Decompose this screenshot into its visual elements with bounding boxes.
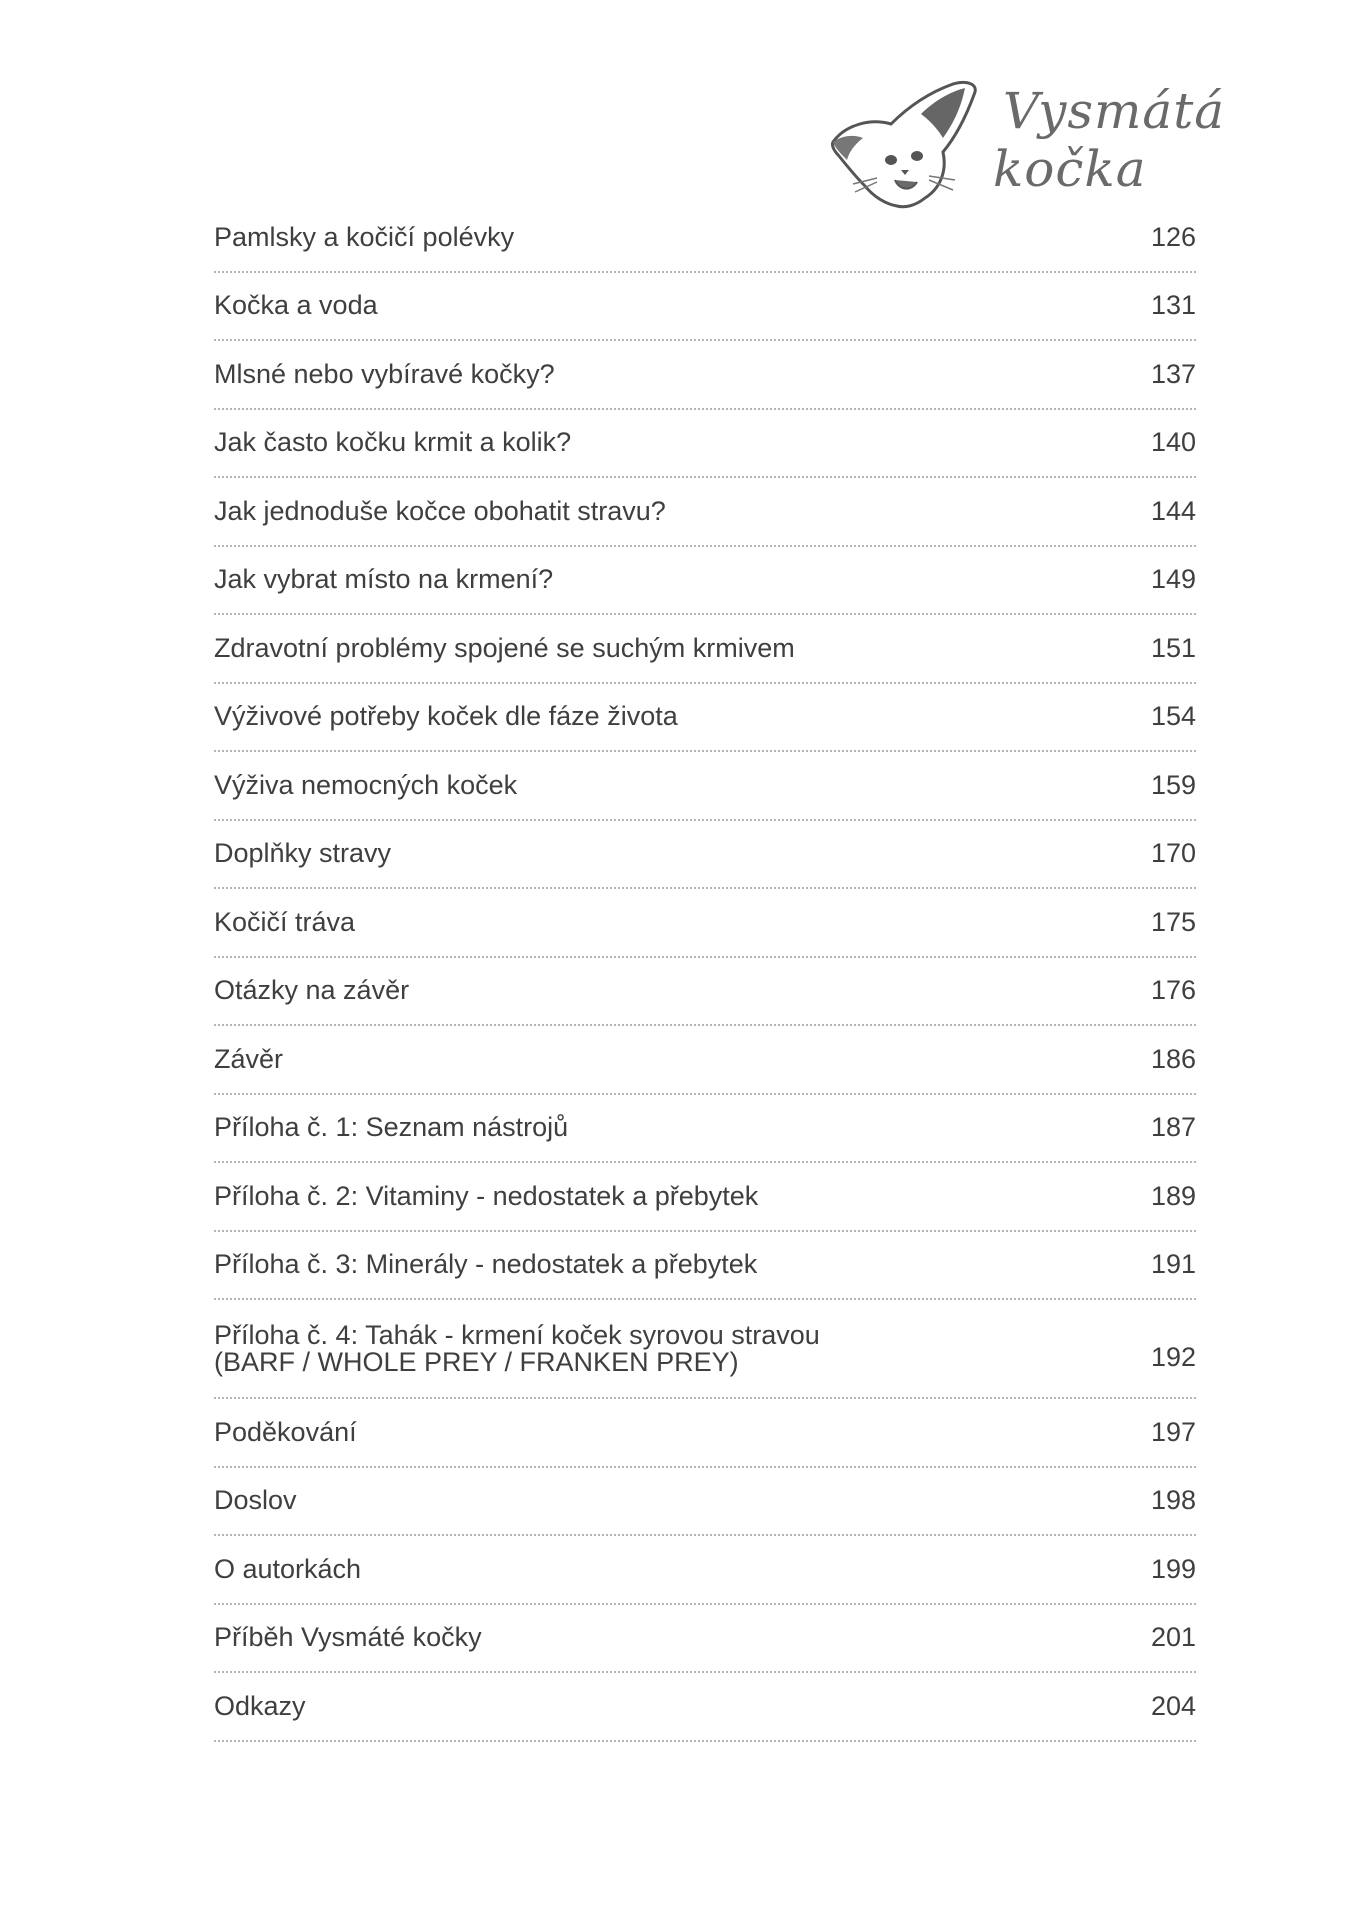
- toc-item-title: [214, 1319, 1116, 1377]
- toc-item-title: Příloha č. 3: Minerály - nedostatek a přebytek: [214, 1249, 758, 1280]
- toc-item[interactable]: [214, 684, 1196, 753]
- toc-item-title: Doplňky stravy: [214, 838, 392, 869]
- toc-item-title: Příloha č. 1: Seznam nástrojů: [214, 1112, 569, 1143]
- table-of-contents: [214, 204, 1196, 1742]
- toc-item-page: 154: [1150, 701, 1196, 732]
- toc-item-title: Zdravotní problémy spojené se suchým krmivem: [214, 632, 795, 663]
- toc-item-title: O autorkách: [214, 1553, 362, 1584]
- toc-item-page: 126: [1150, 221, 1196, 252]
- toc-item-page: 204: [1150, 1690, 1196, 1721]
- toc-item-page: 197: [1150, 1416, 1196, 1447]
- toc-item-page: 187: [1150, 1112, 1196, 1143]
- toc-item-page: 151: [1150, 632, 1196, 663]
- toc-item-title: Poděkování: [214, 1416, 357, 1447]
- toc-item-page: 144: [1150, 495, 1196, 526]
- toc-item-page: 175: [1150, 906, 1196, 937]
- toc-item-title: Příběh Vysmáté kočky: [214, 1622, 482, 1653]
- toc-item-title: Výživové potřeby koček dle fáze života: [214, 701, 678, 732]
- toc-item[interactable]: [214, 752, 1196, 821]
- toc-item-page: 159: [1150, 769, 1196, 800]
- logo-wordmark: [993, 80, 1226, 215]
- toc-item-page: 199: [1150, 1553, 1196, 1584]
- toc-item-title-line-1: Příloha č. 4: Tahák - krmení koček syrovou stravou: [214, 1319, 820, 1350]
- toc-item-page: 191: [1150, 1249, 1196, 1280]
- toc-item[interactable]: [214, 1232, 1196, 1301]
- toc-item[interactable]: [214, 1300, 1196, 1399]
- toc-item-title: Příloha č. 2: Vitaminy - nedostatek a přebytek: [214, 1180, 759, 1211]
- toc-item[interactable]: [214, 889, 1196, 958]
- toc-item[interactable]: [214, 615, 1196, 684]
- toc-item[interactable]: [214, 821, 1196, 890]
- toc-item-title: Pamlsky a kočičí polévky: [214, 221, 515, 252]
- toc-item-page: 189: [1150, 1180, 1196, 1211]
- toc-item[interactable]: [214, 410, 1196, 479]
- toc-item[interactable]: [214, 478, 1196, 547]
- toc-item[interactable]: [214, 1673, 1196, 1742]
- toc-item[interactable]: [214, 273, 1196, 342]
- toc-item-page: 201: [1150, 1622, 1196, 1653]
- toc-item-page: 186: [1150, 1043, 1196, 1074]
- vysmata-kocka-logo: [825, 80, 1226, 215]
- toc-item-title: Mlsné nebo vybíravé kočky?: [214, 358, 555, 389]
- toc-item-page: 176: [1150, 975, 1196, 1006]
- toc-item-page: 170: [1150, 838, 1196, 869]
- logo-word-1: Vysmátá: [1003, 82, 1226, 140]
- logo-word-2: kočka: [993, 140, 1147, 198]
- toc-item-title: Závěr: [214, 1043, 284, 1074]
- toc-item-title: Výživa nemocných koček: [214, 769, 518, 800]
- toc-item-page: 137: [1150, 358, 1196, 389]
- toc-item[interactable]: [214, 547, 1196, 616]
- toc-item-title: Kočka a voda: [214, 290, 378, 321]
- toc-item[interactable]: [214, 958, 1196, 1027]
- toc-item-page: 192: [1150, 1342, 1196, 1372]
- toc-item-title: Jak často kočku krmit a kolik?: [214, 427, 572, 458]
- cat-head-icon: [825, 80, 985, 215]
- toc-item[interactable]: [214, 1095, 1196, 1164]
- toc-item[interactable]: [214, 1605, 1196, 1674]
- toc-item[interactable]: [214, 204, 1196, 273]
- toc-item-page: 131: [1150, 290, 1196, 321]
- toc-item-page: 140: [1150, 427, 1196, 458]
- toc-item-title-line-2: (BARF / WHOLE PREY / FRANKEN PREY): [214, 1346, 739, 1377]
- toc-item-page: 198: [1150, 1485, 1196, 1516]
- toc-item[interactable]: [214, 1026, 1196, 1095]
- toc-item-title: Jak vybrat místo na krmení?: [214, 564, 554, 595]
- toc-item[interactable]: [214, 341, 1196, 410]
- toc-item-title: Odkazy: [214, 1690, 306, 1721]
- toc-item-title: Jak jednoduše kočce obohatit stravu?: [214, 495, 666, 526]
- toc-item-page: 149: [1150, 564, 1196, 595]
- toc-item-title: Kočičí tráva: [214, 906, 356, 937]
- toc-item-title: Doslov: [214, 1485, 297, 1516]
- toc-item[interactable]: [214, 1399, 1196, 1468]
- toc-item[interactable]: [214, 1536, 1196, 1605]
- toc-item-title: Otázky na závěr: [214, 975, 410, 1006]
- toc-item[interactable]: [214, 1163, 1196, 1232]
- toc-item[interactable]: [214, 1468, 1196, 1537]
